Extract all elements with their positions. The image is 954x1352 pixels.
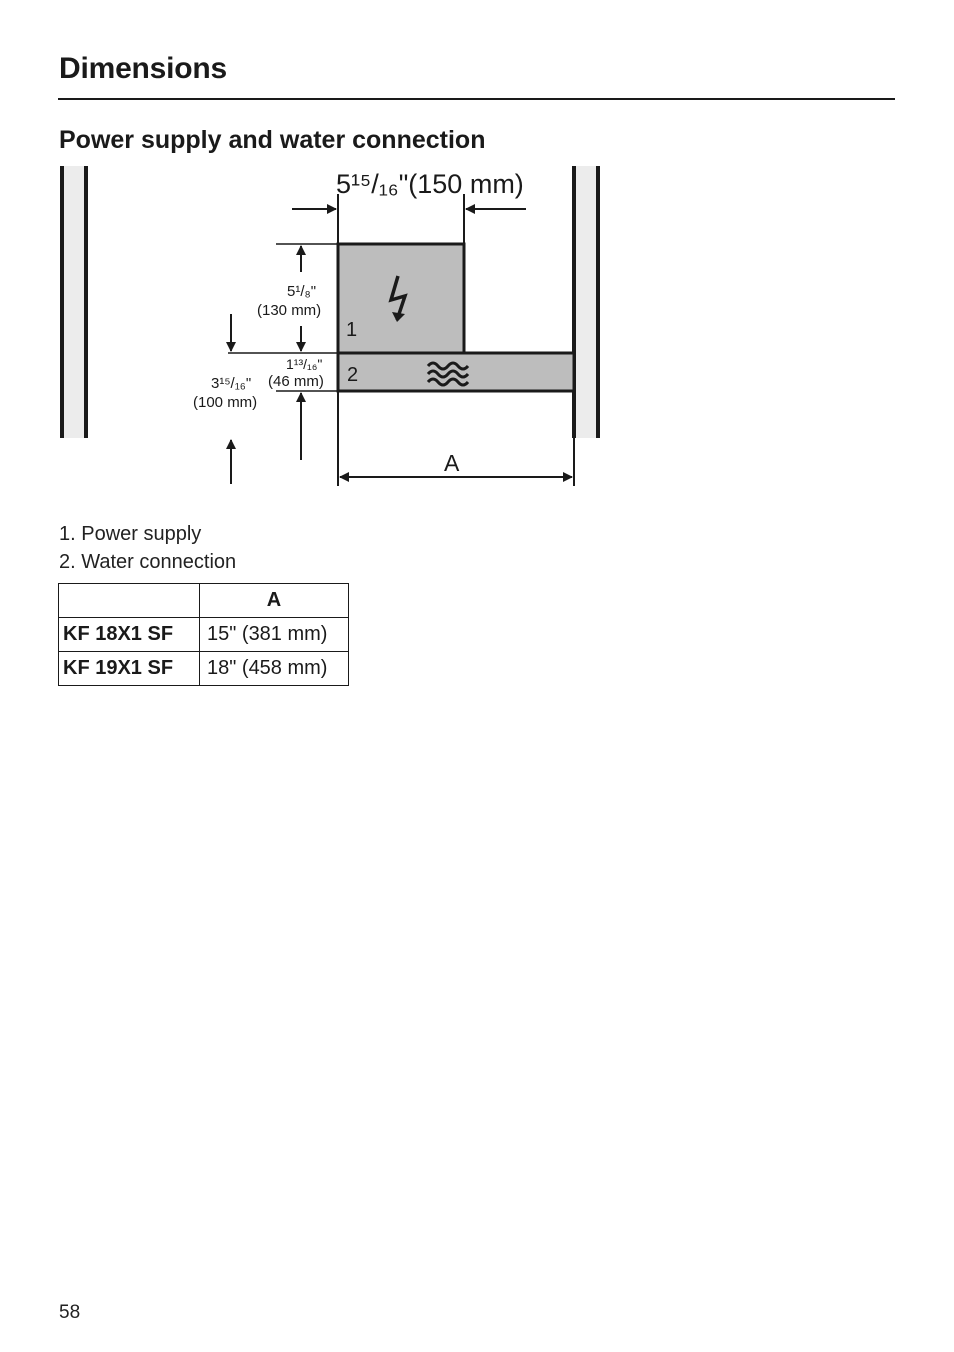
left-wall	[62, 166, 86, 438]
water-height-inches: 1¹³/₁₆"	[286, 356, 323, 372]
label-water-connection-number: 2	[347, 364, 359, 386]
page-number: 58	[59, 1302, 81, 1323]
top-width-dimension	[292, 194, 526, 244]
table-header-a: A	[200, 584, 349, 618]
right-wall	[574, 166, 598, 438]
table-row	[59, 652, 349, 686]
floor-height-inches: 3¹⁵/₁₆"	[211, 375, 252, 392]
power-height-inches: 5¹/₈"	[287, 283, 317, 300]
dimensions-table	[58, 583, 349, 686]
floor-height-mm: (100 mm)	[193, 394, 258, 411]
table-row	[59, 618, 349, 652]
page-title: Dimensions	[59, 52, 228, 85]
legend-item-power-supply: 1. Power supply	[59, 523, 202, 545]
table-cell-model: KF 18X1 SF	[59, 618, 200, 652]
section-title: Power supply and water connection	[59, 126, 486, 154]
connection-diagram	[0, 0, 954, 500]
table-cell-a: 15" (381 mm)	[200, 618, 349, 652]
label-power-supply-number: 1	[346, 319, 358, 341]
table-cell-model: KF 19X1 SF	[59, 652, 200, 686]
table-cell-a: 18" (458 mm)	[200, 652, 349, 686]
legend-item-water-connection: 2. Water connection	[59, 551, 237, 573]
top-width-label: 5¹⁵/₁₆"(150 mm)	[336, 169, 524, 199]
power-height-mm: (130 mm)	[257, 302, 322, 319]
table-header-blank	[59, 584, 200, 618]
a-dimension-label: A	[444, 450, 460, 476]
table-header-row	[59, 584, 349, 618]
diagram-legend	[59, 520, 236, 576]
water-height-mm: (46 mm)	[268, 373, 324, 390]
